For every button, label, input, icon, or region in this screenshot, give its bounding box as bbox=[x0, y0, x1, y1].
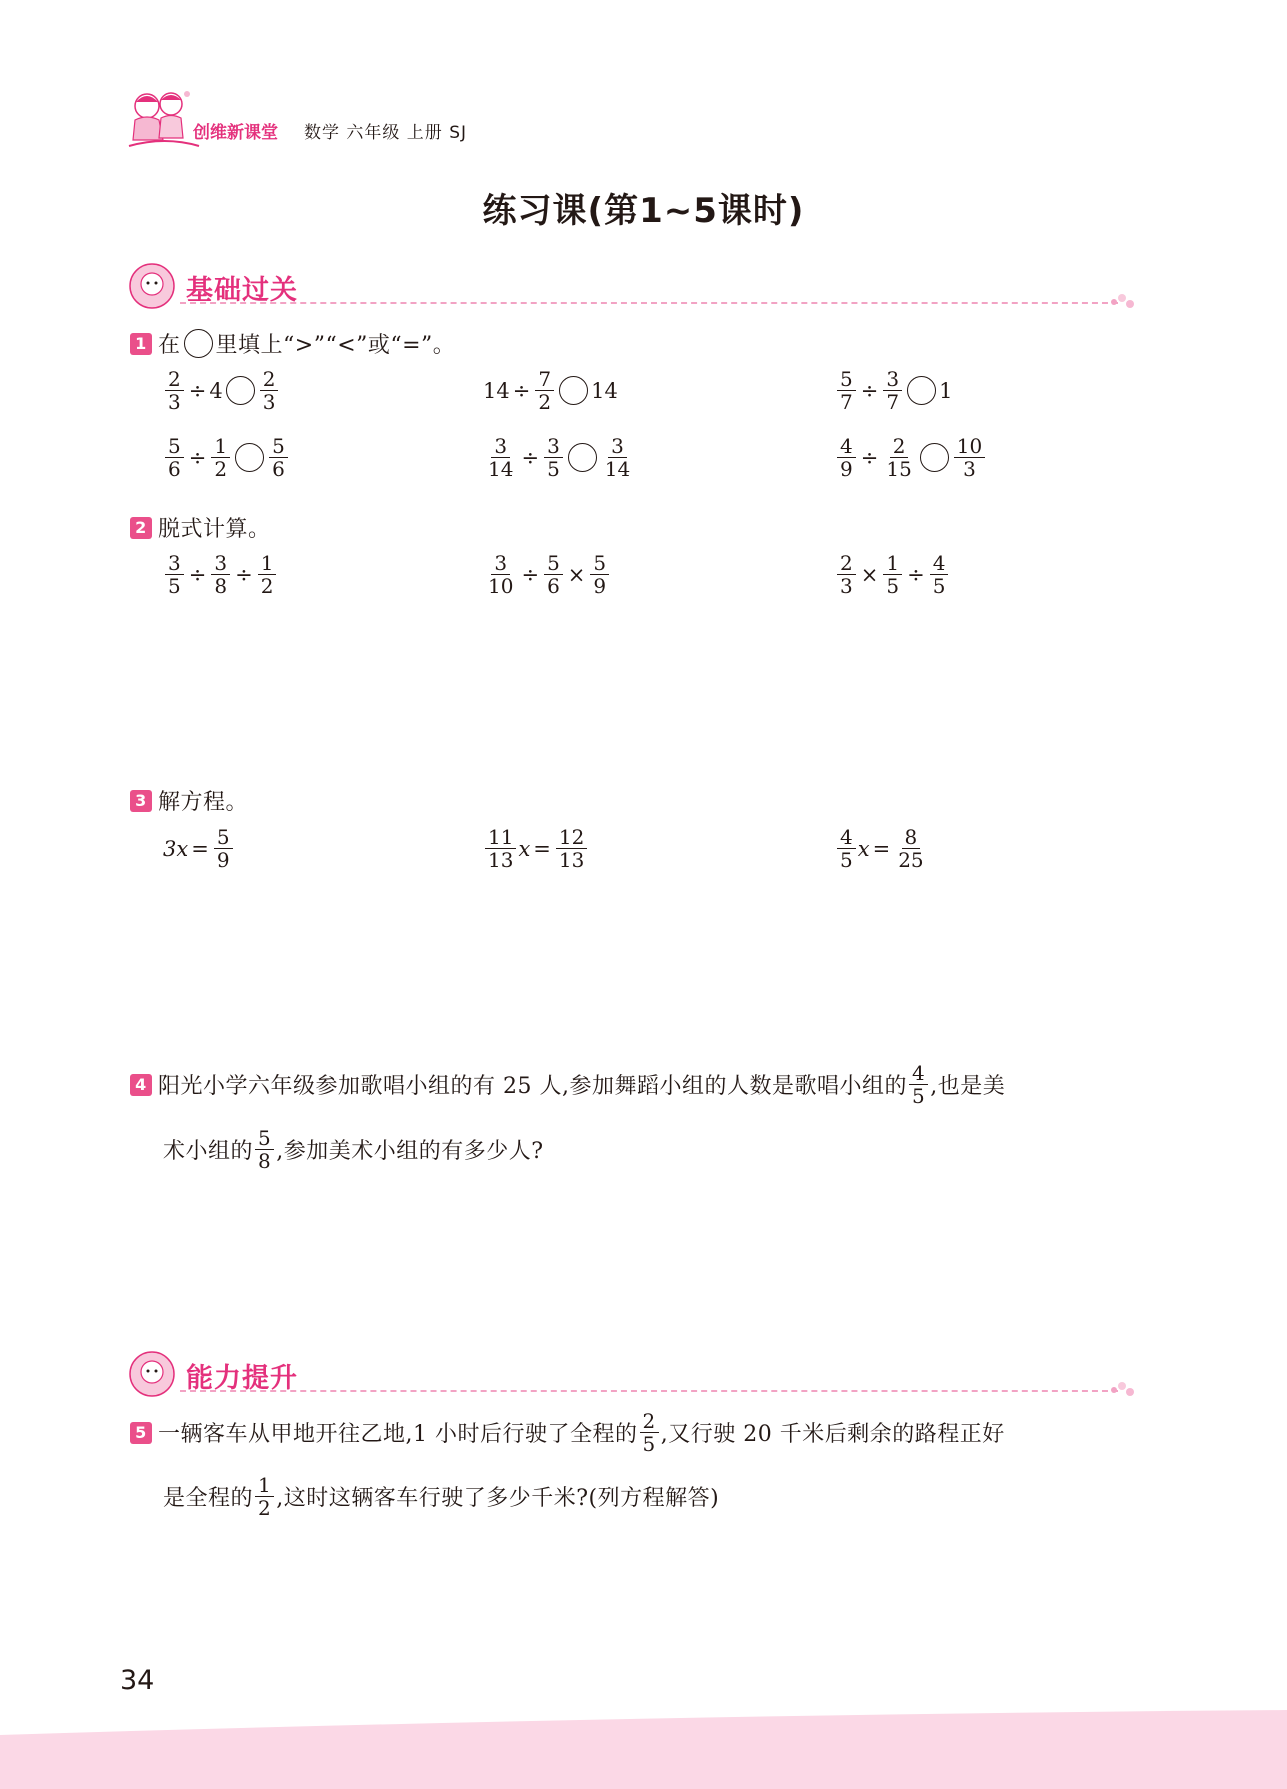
fraction: $\frac{3}{14}$ bbox=[488, 434, 514, 481]
question-text: 解方程。 bbox=[158, 790, 249, 815]
section-title: 基础过关 bbox=[186, 275, 298, 306]
subject-info: 数学 六年级 上册 SJ bbox=[304, 123, 468, 143]
fraction: $\frac{3}{7}$ bbox=[883, 368, 902, 413]
answer-circle[interactable] bbox=[559, 376, 588, 405]
question-text: 在 bbox=[158, 333, 181, 358]
answer-circle[interactable] bbox=[226, 376, 255, 405]
question-text: 脱式计算。 bbox=[158, 517, 271, 542]
fraction: $\frac{10}{3}$ bbox=[954, 435, 985, 480]
equation-item: 3x = $\frac{5}{9}$ bbox=[163, 826, 235, 871]
answer-circle[interactable] bbox=[235, 443, 264, 472]
fraction: $\frac{2}{3}$ bbox=[260, 368, 279, 413]
decor-dots-icon bbox=[1108, 1380, 1138, 1400]
question-number: 2 bbox=[130, 517, 152, 539]
equation-item: $\frac{11}{13}$ x = $\frac{12}{13}$ bbox=[483, 826, 589, 871]
operator: ÷ bbox=[521, 445, 540, 470]
circle-blank-icon bbox=[184, 329, 213, 358]
calc-item: $\frac{3}{5}$ ÷ $\frac{3}{8}$ ÷ $\frac{1}{2}$ bbox=[163, 552, 278, 597]
compare-item bbox=[483, 368, 618, 413]
page-title: 练习课(第1~5课时) bbox=[482, 191, 805, 231]
answer-circle[interactable] bbox=[568, 443, 597, 472]
question-4: 4 阳光小学六年级参加歌唱小组的有 25 人,参加舞蹈小组的人数是歌唱小组的 $\frac{4}{5}$ ,也是美 bbox=[130, 1062, 1005, 1107]
question-2 bbox=[130, 512, 271, 543]
compare-item bbox=[163, 435, 290, 480]
question-number: 5 bbox=[130, 1422, 152, 1444]
compare-item bbox=[483, 435, 635, 480]
fraction: $\frac{5}{6}$ bbox=[269, 435, 288, 480]
number: 4 bbox=[209, 378, 223, 403]
brand-name: 创维新课堂 bbox=[193, 123, 278, 143]
fraction: $\frac{5}{6}$ bbox=[165, 435, 184, 480]
compare-item bbox=[835, 435, 987, 480]
question-number: 1 bbox=[130, 333, 152, 355]
page-number: 34 bbox=[120, 1665, 155, 1696]
number: 14 bbox=[591, 378, 618, 403]
question-text: 阳光小学六年级参加歌唱小组的有 25 人,参加舞蹈小组的人数是歌唱小组的 bbox=[158, 1074, 907, 1099]
question-number: 3 bbox=[130, 790, 152, 812]
question-5-line-2: 是全程的 $\frac{1}{2}$ ,这时这辆客车行驶了多少千米?(列方程解答) bbox=[163, 1473, 720, 1520]
operator: ÷ bbox=[188, 378, 207, 403]
compare-item bbox=[835, 368, 952, 413]
compare-item bbox=[163, 368, 280, 413]
operator: ÷ bbox=[860, 445, 879, 470]
question-1 bbox=[130, 328, 455, 359]
dashed-divider bbox=[180, 302, 1118, 304]
operator: ÷ bbox=[860, 378, 879, 403]
fraction: $\frac{4}{9}$ bbox=[837, 435, 856, 480]
answer-circle[interactable] bbox=[920, 443, 949, 472]
number: 1 bbox=[939, 378, 953, 403]
fraction: $\frac{1}{2}$ bbox=[211, 435, 230, 480]
calc-item: $\frac{2}{3}$ × $\frac{1}{5}$ ÷ $\frac{4}{5}$ bbox=[835, 552, 950, 597]
fraction: $\frac{3}{14}$ bbox=[604, 434, 631, 481]
calc-item: $\frac{3}{10}$ ÷ $\frac{5}{6}$ × $\frac{5}{9}$ bbox=[483, 552, 611, 597]
question-text: 里填上“>”“<”或“=”。 bbox=[215, 333, 456, 358]
decor-dots-icon bbox=[1108, 292, 1138, 312]
equation-item: $\frac{4}{5}$ x = $\frac{8}{25}$ bbox=[835, 826, 929, 871]
section-header-basic bbox=[128, 262, 1128, 314]
section-header-ability bbox=[128, 1350, 1128, 1402]
fraction: $\frac{2}{3}$ bbox=[165, 368, 184, 413]
answer-circle[interactable] bbox=[907, 376, 936, 405]
question-3 bbox=[130, 785, 248, 816]
question-text: 一辆客车从甲地开往乙地,1 小时后行驶了全程的 bbox=[158, 1422, 638, 1447]
section-title: 能力提升 bbox=[186, 1363, 298, 1394]
fraction: $\frac{5}{7}$ bbox=[837, 368, 856, 413]
question-number: 4 bbox=[130, 1074, 152, 1096]
fraction: $\frac{7}{2}$ bbox=[535, 368, 554, 413]
number: 14 bbox=[483, 378, 510, 403]
question-4-line-2: 术小组的 $\frac{5}{8}$ ,参加美术小组的有多少人? bbox=[163, 1126, 544, 1173]
fraction: $\frac{2}{15}$ bbox=[886, 434, 912, 481]
dashed-divider bbox=[180, 1390, 1118, 1392]
mascot-badge-icon bbox=[128, 262, 176, 310]
footer-band bbox=[0, 1705, 1287, 1789]
operator: ÷ bbox=[512, 378, 531, 403]
operator: ÷ bbox=[188, 445, 207, 470]
mascot-badge-icon bbox=[128, 1350, 176, 1398]
fraction: $\frac{3}{5}$ bbox=[544, 435, 563, 480]
question-5: 5 一辆客车从甲地开往乙地,1 小时后行驶了全程的 $\frac{2}{5}$ ,又行驶 20 千米后剩余的路程正好 bbox=[130, 1410, 1005, 1455]
